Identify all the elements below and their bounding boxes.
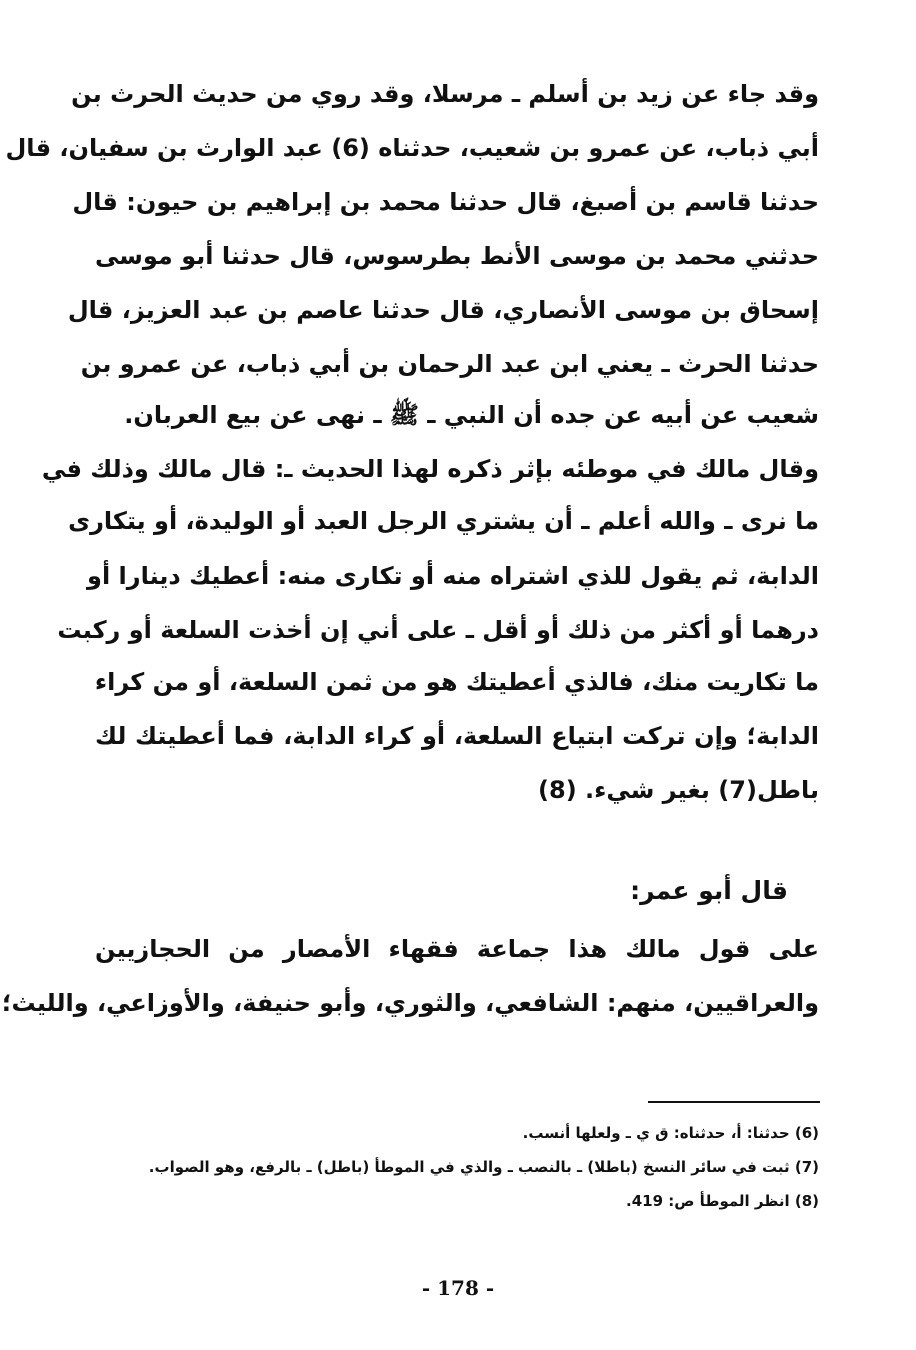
footnote-6: (6) حدثنا: أ، حدثناه: ق ي ـ ولعلها أنسب. — [522, 1124, 819, 1142]
text-line: الدابة، ثم يقول للذي اشتراه منه أو تكارى منه: أعطيك دينارا أو — [87, 562, 819, 590]
text-line: وقال مالك في موطئه بإثر ذكره لهذا الحديث ـ: قال مالك وذلك في — [41, 455, 819, 483]
text-line: والعراقيين، منهم: الشافعي، والثوري، وأبو حنيفة، والأوزاعي، والليث؛ — [1, 989, 819, 1017]
text-line: درهما أو أكثر من ذلك أو أقل ـ على أني إن أخذت السلعة أو ركبت — [57, 616, 819, 644]
footnote-7: (7) ثبت في سائر النسخ (باطلا) ـ بالنصب ـ والذي في الموطأ (باطل) ـ بالرفع، وهو الصواب. — [148, 1158, 819, 1176]
text-line: وقد جاء عن زيد بن أسلم ـ مرسلا، وقد روي من حديث الحرث بن — [71, 80, 819, 108]
text-line: حدثنا الحرث ـ يعني ابن عبد الرحمان بن أبي ذباب، عن عمرو بن — [80, 350, 819, 378]
text-line: الدابة؛ وإن تركت ابتياع السلعة، أو كراء الدابة، فما أعطيتك لك — [95, 722, 819, 750]
text-line: على قول مالك هذا جماعة فقهاء الأمصار من الحجازيين — [95, 935, 819, 963]
text-line: شعيب عن أبيه عن جده أن النبي ـ ﷺ ـ نهى عن بيع العربان. — [124, 401, 819, 429]
text-line: حدثنا قاسم بن أصبغ، قال حدثنا محمد بن إبراهيم بن حيون: قال — [72, 188, 819, 216]
footnote-8: (8) انظر الموطأ ص: 419. — [626, 1192, 819, 1210]
page-number: - 178 - — [421, 1276, 495, 1300]
section-heading: قال أبو عمر: — [630, 876, 788, 905]
text-line: ما تكاريت منك، فالذي أعطيتك هو من ثمن السلعة، أو من كراء — [94, 668, 819, 696]
text-line: ما نرى ـ والله أعلم ـ أن يشتري الرجل العبد أو الوليدة، أو يتكارى — [68, 507, 819, 535]
footnote-separator — [648, 1101, 820, 1103]
text-line: حدثني محمد بن موسى الأنط بطرسوس، قال حدثنا أبو موسى — [95, 242, 819, 270]
text-line: إسحاق بن موسى الأنصاري، قال حدثنا عاصم بن عبد العزيز، قال — [67, 296, 819, 324]
text-line: باطل(7) بغير شيء. (8) — [538, 776, 819, 804]
text-line: أبي ذباب، عن عمرو بن شعيب، حدثناه (6) عبد الوارث بن سفيان، قال — [5, 134, 819, 162]
